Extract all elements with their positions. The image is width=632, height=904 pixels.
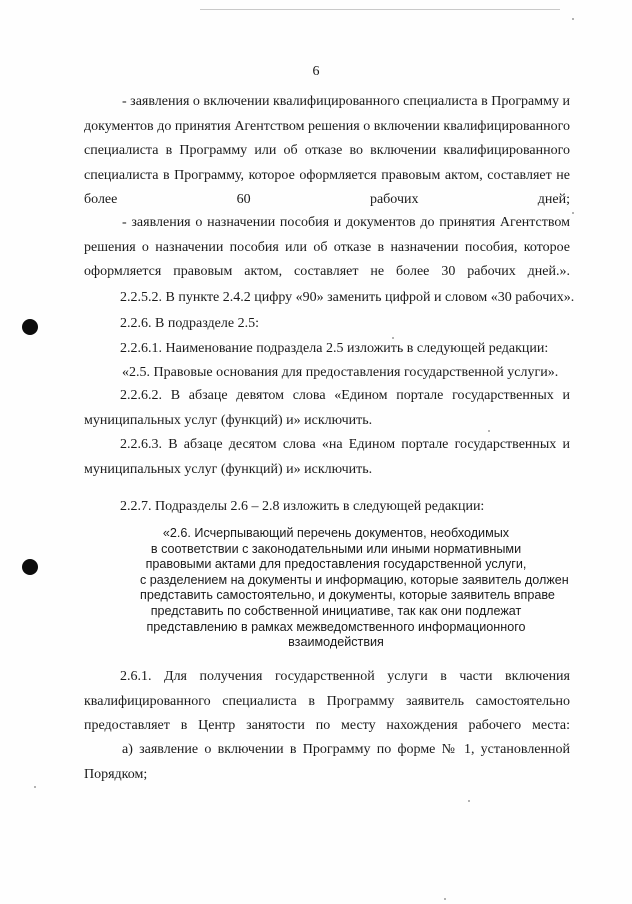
paragraph-section-2-5-title: «2.5. Правовые основания для предоставления государственной услуги». [122, 365, 559, 380]
paragraph-item-a: а) заявление о включении в Программу по форме № 1, установленной Порядком; [84, 742, 570, 782]
scan-edge-line [200, 9, 560, 10]
paragraph-2-2-5-2: 2.2.5.2. В пункте 2.4.2 цифру «90» заменить цифрой и словом «30 рабочих». [120, 290, 575, 305]
paragraph-2-6-1: 2.6.1. Для получения государственной услуги в части включения квалифицированного специалиста в Программу заявитель самостоятельно предоставляет в Центр занятости по месту нахождения рабочего места: [84, 669, 570, 734]
scan-speck [572, 18, 574, 20]
paragraph-2-2-6: 2.2.6. В подразделе 2.5: [120, 316, 259, 331]
paragraph-2-2-7: 2.2.7. Подразделы 2.6 – 2.8 изложить в следующей редакции: [120, 499, 485, 514]
paragraph-2-2-6-2: 2.2.6.2. В абзаце девятом слова «Едином портале государственных и муниципальных услуг (функций) и» исключить. [84, 388, 570, 428]
paragraph-2-2-6-1: 2.2.6.1. Наименование подраздела 2.5 изложить в следующей редакции: [120, 341, 549, 356]
page-number: 6 [312, 64, 320, 79]
scan-speck [34, 786, 36, 788]
punch-hole-bottom [22, 559, 38, 575]
paragraph-2-2-6-3: 2.2.6.3. В абзаце десятом слова «на Едином портале государственных и муниципальных услуг (функций) и» исключить. [84, 437, 570, 477]
scan-speck [444, 898, 446, 900]
paragraph-qualified-specialist-term: - заявления о включении квалифицированного специалиста в Программу и документов до принятия Агентством решения о включении квалифицированного специалиста в Программу или об отказе во включении квалифицированного специалиста в Программу, которое оформляется правовым актом, составляет не более 60 рабочих дней; [84, 94, 570, 208]
paragraph-allowance-term: - заявления о назначении пособия и документов до принятия Агентством решения о назначении пособия или об отказе в назначении пособия, которое оформляется правовым актом, составляет не более 30 рабочих дней.». [84, 215, 570, 280]
scan-speck [468, 800, 470, 802]
scan-speck [572, 212, 574, 214]
section-heading-2-6: «2.6. Исчерпывающий перечень документов, необходимых в соответствии с законодательными или иными нормативными правовыми актами для предоставления государственной услуги, с разделением на документы и информацию, которые заявитель должен представить самостоятельно, и документы, которые заявитель вправе представить по собственной инициативе, так как они подлежат представлению в рамках межведомственного информационного взаимодействия [140, 526, 569, 650]
punch-hole-top [22, 319, 38, 335]
